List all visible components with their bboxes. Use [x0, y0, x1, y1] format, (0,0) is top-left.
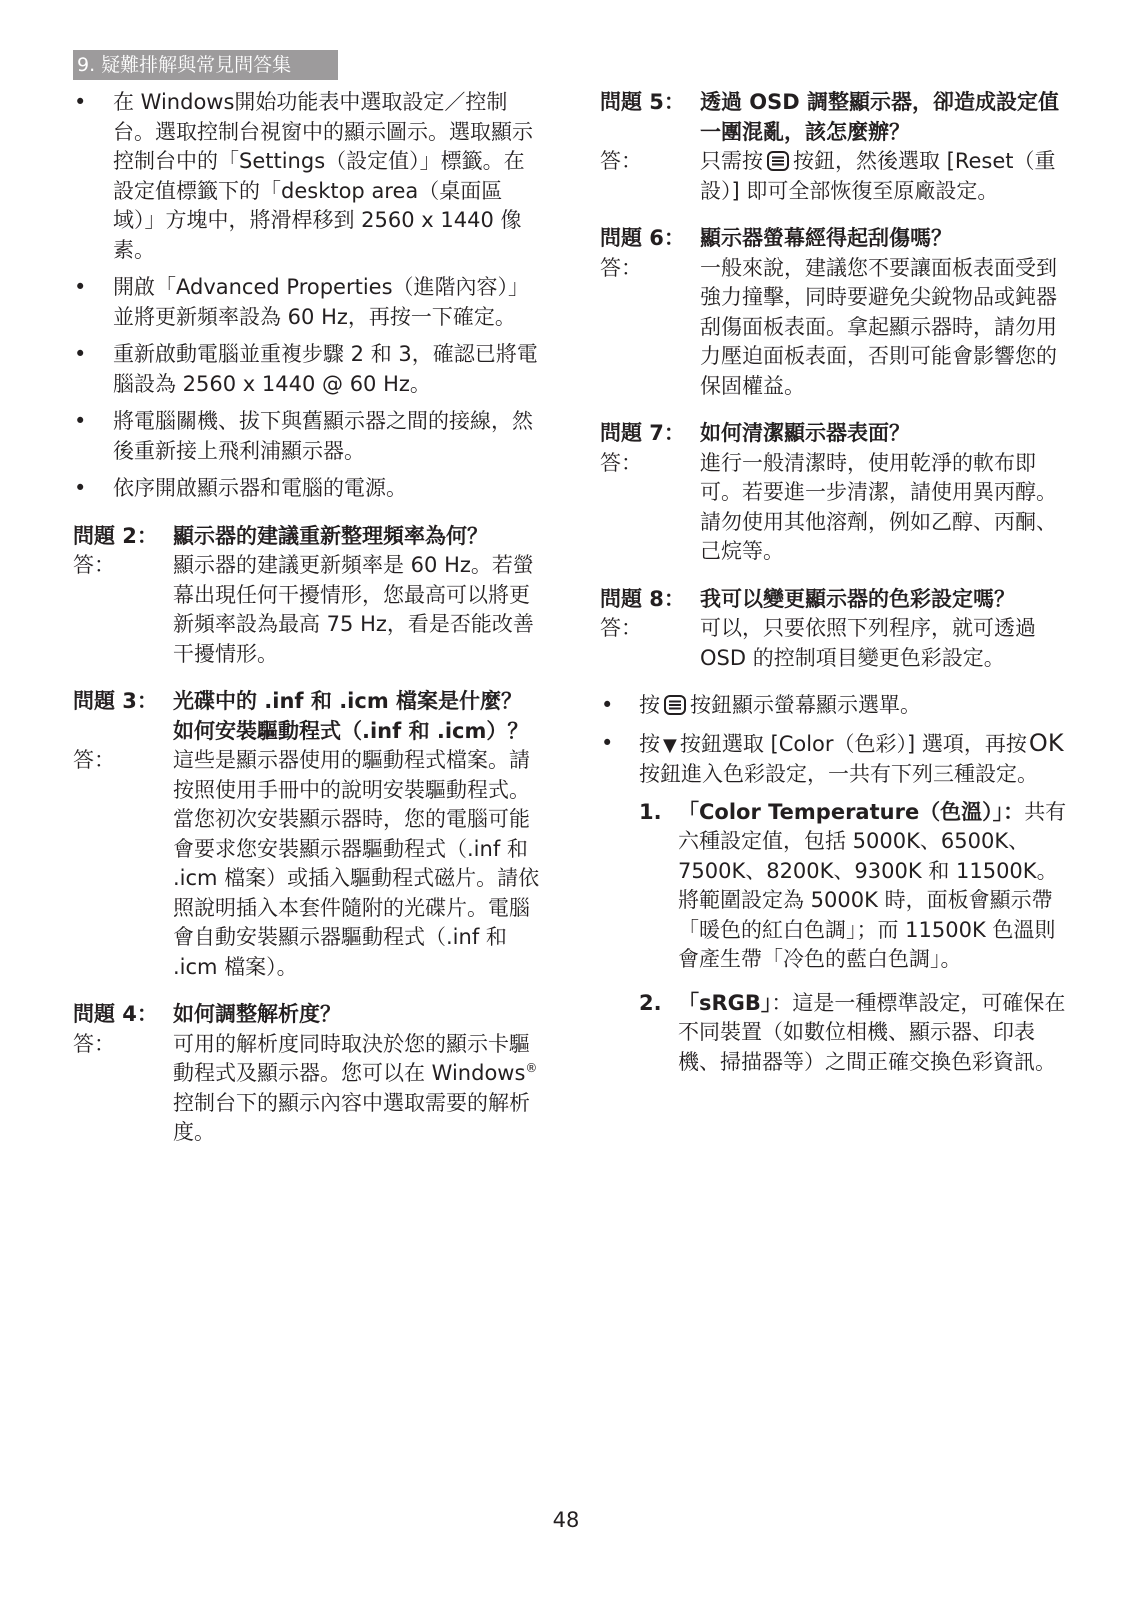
answer-label: 答：: [73, 748, 115, 772]
list-item: • 依序開啟顯示器和電腦的電源。: [73, 474, 541, 504]
answer-text: 可以，只要依照下列程序，就可透過 OSD 的控制項目變更色彩設定。: [700, 616, 1036, 670]
question-text: 如何清潔顯示器表面？: [700, 421, 910, 445]
answer-label: 答：: [600, 450, 642, 475]
faq-q2: [73, 522, 541, 670]
question-label: 問題 3：: [73, 689, 158, 713]
answer-label: 答：: [73, 553, 115, 577]
answer-text: 只需按 按鈕，然後選取 [Reset（重設）] 即可全部恢復至原廠設定。: [700, 149, 1056, 203]
question-label: 問題 8：: [600, 586, 685, 611]
question-label: 問題 6：: [600, 226, 685, 250]
answer-text: 顯示器的建議更新頻率是 60 Hz。若螢幕出現任何干擾情形，您最高可以將更新頻率設為最高 75 Hz，看是否能改善干擾情形。: [173, 553, 534, 666]
menu-button-icon: [767, 151, 789, 171]
step-number: 2.: [639, 990, 662, 1015]
answer-text: 進行一般清潔時，使用乾淨的軟布即可。若要進一步清潔，請使用異丙醇。請勿使用其他溶劑，例如乙醇、丙酮、己烷等。: [700, 450, 1057, 563]
ok-button-icon: OK: [1028, 728, 1064, 757]
question-text: 透過 OSD 調整顯示器，卻造成設定值一團混亂，該怎麼辦？: [700, 90, 1060, 144]
section-title-tag: 9. 疑難排解與常見問答集: [73, 50, 338, 80]
answer-text: 一般來說，建議您不要讓面板表面受到強力撞擊，同時要避免尖銳物品或鈍器刮傷面板表面。拿起顯示器時，請勿用力壓迫面板表面，否則可能會影響您的保固權益。: [700, 255, 1057, 398]
faq-q5: [600, 88, 1070, 206]
answer-text: 這些是顯示器使用的驅動程式檔案。請按照使用手冊中的說明安裝驅動程式。當您初次安裝顯示器時，您的電腦可能會要求您安裝顯示器驅動程式（.inf 和 .icm 檔案）或插入驅動程式磁片。請依照說明插入本套件隨附的光碟片。電腦會自動安裝顯示器驅動程式（.inf 和 .icm 檔案）。: [173, 748, 540, 979]
page-number: 48: [552, 1508, 580, 1532]
setup-steps-list: [73, 88, 541, 504]
faq-q3: [73, 687, 541, 982]
list-item: • 在 Windows開始功能表中選取設定／控制台。選取控制台視窗中的顯示圖示。選取顯示控制台中的「Settings（設定值）」標籤。在設定值標籤下的「desktop area（桌面區域）」方塊中，將滑桿移到 2560 x 1440 像素。: [73, 88, 541, 265]
list-item: [639, 989, 1070, 1078]
question-text: 顯示器螢幕經得起刮傷嗎？: [700, 226, 952, 250]
list-item: • 將電腦關機、拔下與舊顯示器之間的接線，然後重新接上飛利浦顯示器。: [73, 407, 541, 466]
menu-button-icon: [664, 695, 686, 715]
option-heading: 「Color Temperature（色溫）」：: [678, 799, 1025, 824]
question-text: 顯示器的建議重新整理頻率為何？: [173, 523, 488, 548]
list-item: [639, 798, 1070, 975]
right-column: [600, 88, 1070, 1091]
color-options-list: [600, 798, 1070, 1078]
left-column: [73, 88, 541, 1148]
question-label: 問題 4：: [73, 1002, 158, 1026]
list-item: • 開啟「Advanced Properties（進階內容）」並將更新頻率設為 60 Hz，再按一下確定。: [73, 273, 541, 332]
option-text: ：這是一種標準設定，可確保在不同裝置（如數位相機、顯示器、印表機、掃描器等）之間正確交換色彩資訊。: [678, 990, 1066, 1074]
answer-label: 答：: [73, 1031, 115, 1056]
answer-label: 答：: [600, 149, 642, 173]
question-label: 問題 2：: [73, 523, 158, 548]
faq-q6: [600, 224, 1070, 401]
faq-q4: [73, 1000, 541, 1148]
step-number: 1.: [639, 799, 662, 824]
down-arrow-icon: ▼: [663, 734, 677, 756]
question-text: 我可以變更顯示器的色彩設定嗎？: [700, 586, 1015, 611]
question-text: 如何調整解析度？: [173, 1002, 341, 1026]
option-heading: 「sRGB」: [678, 990, 772, 1015]
option-text: 共有六種設定值，包括 5000K、6500K、7500K、8200K、9300K 和 11500K。將範圍設定為 5000K 時，面板會顯示帶「暖色的紅白色調」；而 11500K 色溫則會產生帶「冷色的藍白色調」。: [678, 799, 1067, 971]
answer-text: 可用的解析度同時取決於您的顯示卡驅動程式及顯示器。您可以在 Windows® 控制台下的顯示內容中選取需要的解析度。: [173, 1031, 538, 1144]
list-item: • 重新啟動電腦並重複步驟 2 和 3，確認已將電腦設為 2560 x 1440 @ 60 Hz。: [73, 340, 541, 399]
color-settings-steps: [600, 691, 1070, 790]
faq-q8: [600, 585, 1070, 674]
answer-label: 答：: [600, 255, 642, 280]
registered-mark: ®: [525, 1061, 538, 1075]
question-text: 光碟中的 .inf 和 .icm 檔案是什麼？ 如何安裝驅動程式（.inf 和 .icm）？: [173, 689, 529, 743]
list-item: • 按 ▼ 按鈕選取 [Color（色彩）] 選項，再按OK按鈕進入色彩設定，一共有下列三種設定。: [600, 729, 1070, 790]
question-label: 問題 7：: [600, 421, 685, 445]
faq-q7: [600, 419, 1070, 567]
list-item: • 按 按鈕顯示螢幕顯示選單。: [600, 691, 1070, 721]
answer-label: 答：: [600, 616, 642, 640]
question-label: 問題 5：: [600, 90, 685, 114]
